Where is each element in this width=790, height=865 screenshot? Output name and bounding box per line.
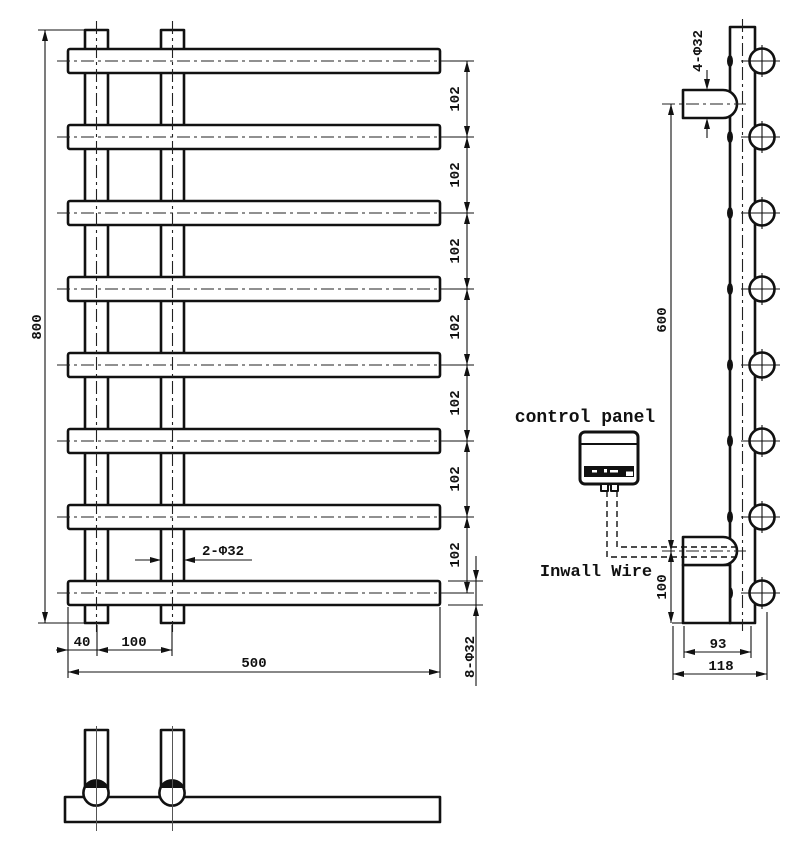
dim-label-100-side: 100 xyxy=(655,574,671,600)
callout-label-8-phi32: 8-Φ32 xyxy=(463,635,479,678)
wire-stub xyxy=(601,484,608,491)
dim-height-800 xyxy=(30,30,86,623)
inwall-wire-label: Inwall Wire xyxy=(539,563,653,582)
dim-label-102: 102 xyxy=(448,542,464,568)
callout-label-2-phi32: 2-Φ32 xyxy=(201,544,245,560)
dim-label-118: 118 xyxy=(708,659,734,675)
display-segment xyxy=(604,469,607,473)
dim-label-102: 102 xyxy=(448,86,464,112)
front-centerlines xyxy=(57,21,451,632)
heater-housing xyxy=(683,565,730,623)
dim-label-800: 800 xyxy=(30,314,46,340)
callout-2-phi32 xyxy=(135,544,252,563)
display-segment xyxy=(610,470,618,473)
dim-label-500: 500 xyxy=(241,656,267,672)
display-button xyxy=(626,472,633,477)
dim-label-102: 102 xyxy=(448,466,464,492)
dim-label-102: 102 xyxy=(448,238,464,264)
bottom-bar-plan xyxy=(65,797,440,822)
control-panel-label: control panel xyxy=(514,408,656,428)
dim-40-100-500 xyxy=(56,607,440,678)
dim-label-93: 93 xyxy=(709,637,727,653)
dim-label-102: 102 xyxy=(448,314,464,340)
dim-label-102: 102 xyxy=(448,390,464,416)
front-view xyxy=(30,21,483,686)
dim-label-600: 600 xyxy=(655,307,671,333)
dim-chain-102 xyxy=(448,61,474,593)
dim-4-phi32 xyxy=(691,30,710,138)
dim-label-100: 100 xyxy=(121,635,147,651)
dim-label-4-phi32: 4-Φ32 xyxy=(691,29,707,72)
dim-600 xyxy=(655,104,674,551)
bottom-view xyxy=(65,726,440,831)
display-segment xyxy=(592,470,597,473)
dim-label-40: 40 xyxy=(73,635,91,651)
callout-8-phi32 xyxy=(448,556,483,686)
dim-100-side xyxy=(655,551,674,623)
side-view xyxy=(655,19,780,680)
towel-bars xyxy=(68,49,440,605)
wire-stub xyxy=(611,484,618,491)
dim-label-102: 102 xyxy=(448,162,464,188)
